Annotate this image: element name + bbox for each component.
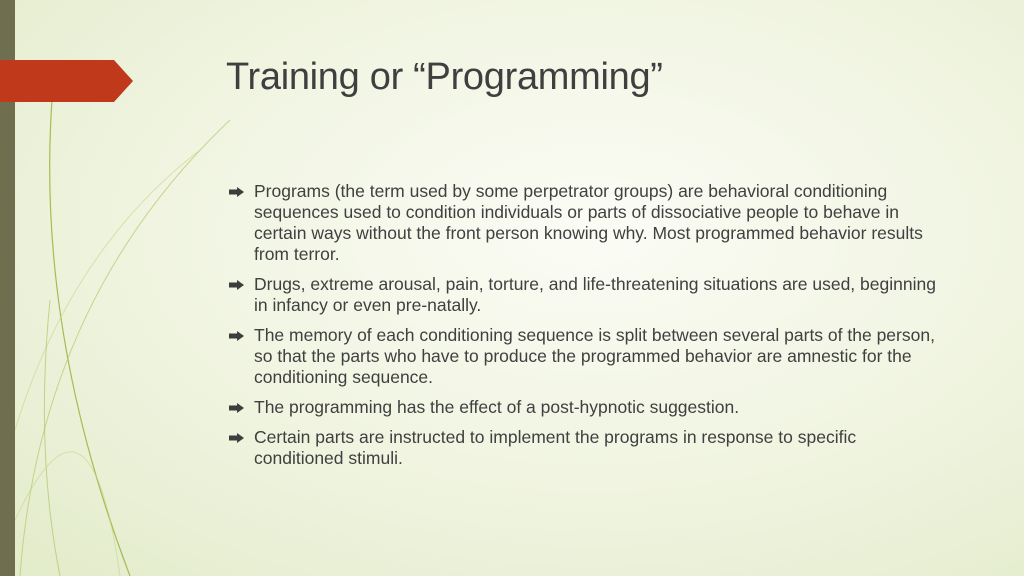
bullet-item (229, 181, 949, 265)
arrow-bullet-icon (229, 331, 244, 341)
arrow-bullet-icon (229, 187, 244, 197)
arrow-bullet-icon (229, 280, 244, 290)
slide-title: Training or “Programming” (226, 56, 663, 98)
bullet-item (229, 397, 949, 418)
bullet-text: The programming has the effect of a post-hypnotic suggestion. (254, 397, 740, 417)
bullet-item (229, 325, 949, 388)
bullet-text: Certain parts are instructed to implement the programs in response to specific conditioned stimuli. (254, 427, 857, 468)
bullet-item (229, 427, 949, 469)
title-accent-tab (0, 0, 133, 576)
bullet-text: Programs (the term used by some perpetrator groups) are behavioral conditioning sequences used to condition individuals or parts of dissociative people to behave in certain ways without the front person knowing why. Most programmed behavior results from terror. (254, 181, 923, 264)
arrow-bullet-icon (229, 403, 244, 413)
bullet-item (229, 274, 949, 316)
bullet-list (229, 181, 949, 478)
bullet-text: The memory of each conditioning sequence is split between several parts of the person, so that the parts who have to produce the programmed behavior are amnestic for the conditioning sequence. (254, 325, 935, 387)
arrow-bullet-icon (229, 433, 244, 443)
bullet-text: Drugs, extreme arousal, pain, torture, and life-threatening situations are used, beginning in infancy or even pre-natally. (254, 274, 936, 315)
